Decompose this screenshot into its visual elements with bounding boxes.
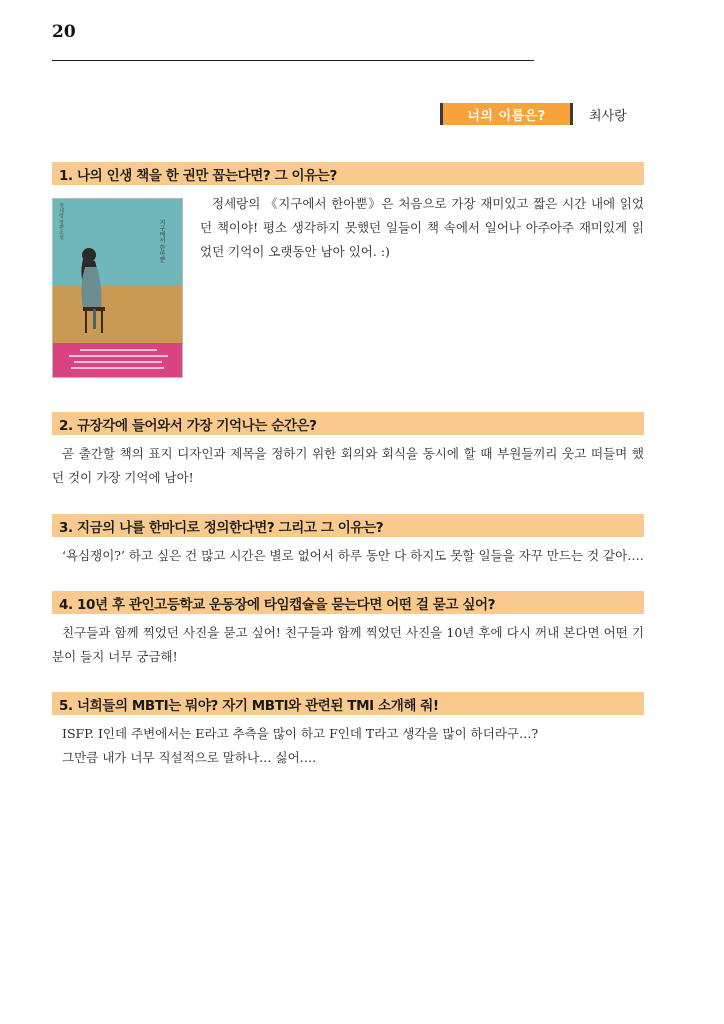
page-number: 20 [52, 22, 76, 42]
question-2-title: 2. 규장각에 들어와서 가장 기억나는 순간은? [52, 412, 644, 435]
question-4-title: 4. 10년 후 관인고등학교 운동장에 타임캡슐을 묻는다면 어떤 걸 묻고 싶어? [52, 591, 644, 614]
question-3-section [52, 514, 644, 568]
question-5-title: 5. 너희들의 MBTI는 뭐야? 자기 MBTI와 관련된 TMI 소개해 줘! [52, 692, 644, 715]
question-5-answer-line-2: 그만큼 내가 너무 직설적으로 말하나… 싫어…. [62, 750, 317, 765]
header-rule [52, 60, 534, 61]
question-4-section [52, 591, 644, 669]
name-badge: 너의 이름은? [440, 103, 573, 125]
question-5-section [52, 692, 644, 770]
book-cover-title: 지구에서 한아뿐 [158, 219, 165, 263]
book-cover-figure-icon [75, 247, 115, 337]
book-cover-image [52, 198, 183, 378]
question-2-section [52, 412, 644, 490]
name-value: 최사랑 [589, 108, 627, 124]
question-1-title: 1. 나의 인생 책을 한 권만 꼽는다면? 그 이유는? [52, 162, 644, 185]
book-cover-author: 정세랑 장편소설 [58, 203, 64, 240]
question-5-answer: ISFP. I인데 주변에서는 E라고 추측을 많이 하고 F인데 T라고 생각을 많이 하더라구…? [62, 726, 539, 741]
question-1-answer: 정세랑의 《지구에서 한아뿐》은 처음으로 가장 재미있고 짧은 시간 내에 읽었던 책이야! 평소 생각하지 못했던 일들이 책 속에서 일어나 아주아주 재미있게 읽었던 기억이 오랫동안 남아 있어. :) [200, 196, 644, 259]
question-3-title: 3. 지금의 나를 한마디로 정의한다면? 그리고 그 이유는? [52, 514, 644, 537]
name-row [440, 103, 627, 125]
question-4-answer: 친구들과 함께 찍었던 사진을 묻고 싶어! 친구들과 함께 찍었던 사진을 10년 후에 다시 꺼내 본다면 어떤 기분이 들지 너무 궁금해! [52, 625, 644, 664]
question-2-answer: 곧 출간할 책의 표지 디자인과 제목을 정하기 위한 회의와 회식을 동시에 할 때 부원들끼리 웃고 떠들며 했던 것이 가장 기억에 남아! [52, 446, 644, 485]
question-3-answer: ‘욕심쟁이?’ 하고 싶은 건 많고 시간은 별로 없어서 하루 동안 다 하지도 못할 일들을 자꾸 만드는 것 같아…. [62, 548, 644, 563]
question-1-section [52, 162, 644, 378]
